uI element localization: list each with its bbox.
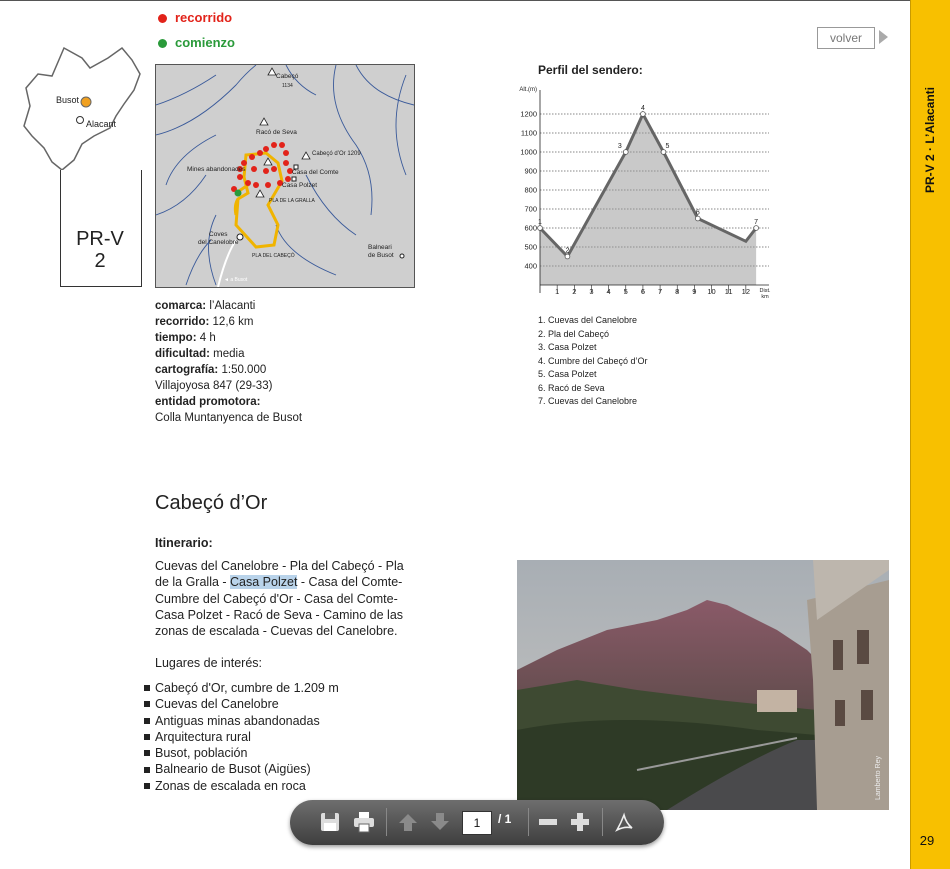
pdf-toolbar: [290, 800, 664, 845]
lugar-label: Zonas de escalada en roca: [155, 778, 306, 793]
info-recorrido: [155, 314, 302, 330]
landscape-photo: [517, 560, 889, 810]
route-code-line2: 2: [94, 250, 106, 272]
arrow-down-icon: [429, 811, 451, 833]
legend-recorrido-label: recorrido: [175, 10, 233, 25]
page-number-input[interactable]: 1: [462, 811, 492, 835]
start-marker: [235, 190, 242, 197]
itinerario-text: [155, 558, 420, 639]
lugar-label: Antiguas minas abandonadas: [155, 713, 320, 728]
lugar-item: [144, 729, 339, 745]
volver-button[interactable]: volver: [817, 27, 875, 49]
zoom-in-button[interactable]: [566, 808, 594, 836]
minus-icon: [537, 811, 559, 833]
x-tick-label: 9: [692, 287, 697, 296]
elevation-profile-chart: [510, 80, 780, 305]
cartografia-value: 1:50.000: [221, 364, 267, 376]
map-label-pla-gralla: PLA DE LA GRALLA: [269, 198, 315, 204]
map-label-mines: Mines abandonades: [187, 166, 246, 173]
lugares-list: [144, 680, 339, 794]
itinerario-part-2: - Casa del Comte- Cumbre del Cabeçó d'Or - Casa del Comte- Casa Polzet - Racó de Seva - Camino de las zonas de escalada - Cuevas del Canelobre.: [155, 575, 404, 639]
lugar-label: Balneario de Busot (Aigües): [155, 762, 311, 777]
dificultad-label: dificultad:: [155, 348, 210, 360]
y-tick-label: 400: [524, 261, 537, 271]
x-tick-label: 4: [606, 287, 611, 296]
tiempo-value: 4 h: [199, 332, 216, 344]
band-edge: [910, 0, 911, 869]
profile-legend-item: 3. Casa Polzet: [538, 342, 597, 352]
lugar-item: [144, 680, 339, 696]
profile-point-label: 5: [665, 143, 670, 150]
y-tick-label: 600: [524, 223, 537, 233]
map-label-raco: Racó de Seva: [256, 129, 297, 136]
x-tick-label: 5: [623, 287, 628, 296]
map-label-cabeco: Cabeçó: [276, 73, 299, 80]
page-number: 29: [919, 833, 935, 848]
next-page-button[interactable]: [426, 808, 454, 836]
x-tick-label: 2: [572, 287, 577, 296]
casa-polzet-marker: [292, 177, 296, 181]
busot-marker: [81, 97, 91, 107]
y-tick-label: 700: [524, 204, 537, 214]
profile-point-label: 2: [565, 247, 570, 255]
profile-point-label: 7: [754, 219, 759, 226]
profile-point-label: 4: [640, 105, 645, 112]
y-tick-label: 500: [524, 242, 537, 252]
map-label-cabeco-dor: Cabeçó d’Or 1209: [312, 151, 361, 157]
bullet-icon: [144, 767, 150, 773]
toolbar-separator: [528, 808, 529, 836]
balneari-marker: [400, 254, 404, 258]
bullet-icon: [144, 750, 150, 756]
profile-point: [661, 150, 666, 155]
bullet-icon: [144, 783, 150, 789]
profile-area: [540, 114, 759, 285]
x-tick-label: 3: [589, 287, 594, 296]
page-total: / 1: [498, 812, 512, 826]
lugar-label: Busot, población: [155, 746, 248, 761]
volver-arrow-icon[interactable]: [879, 30, 888, 44]
profile-point: [754, 226, 759, 231]
y-tick-label: 1100: [520, 128, 537, 138]
dificultad-value: media: [213, 348, 245, 360]
bullet-icon: [144, 734, 150, 740]
save-button[interactable]: [316, 808, 344, 836]
tiempo-label: tiempo:: [155, 332, 197, 344]
profile-legend-item: 6. Racó de Seva: [538, 382, 605, 393]
profile-legend: [538, 314, 648, 409]
profile-title: Perfil del sendero:: [538, 63, 643, 77]
locator-busot-label: Busot: [56, 95, 80, 105]
profile-point-label: 3: [617, 143, 622, 150]
profile-legend-item: 2. Pla del Cabeçó: [538, 328, 610, 339]
acrobat-button[interactable]: [610, 808, 638, 836]
legend-recorrido-dot: [158, 14, 167, 23]
y-tick-label: 900: [524, 166, 537, 176]
legend-comienzo-dot: [158, 39, 167, 48]
arrow-up-icon: [397, 811, 419, 833]
bullet-icon: [144, 701, 150, 707]
map-label-cabeco-alt: 1134: [282, 83, 293, 89]
lugar-item: [144, 713, 339, 729]
profile-point: [641, 112, 646, 117]
x-axis-label: Dist.: [759, 288, 771, 294]
photo-credit: Lamberto Rey: [875, 756, 882, 800]
x-tick-label: 6: [640, 287, 646, 296]
acrobat-icon: [613, 811, 635, 833]
x-tick-label: 11: [724, 287, 733, 296]
legend-comienzo-label: comienzo: [175, 35, 235, 50]
map-label-casa-polzet: Casa Polzet: [282, 182, 318, 189]
lugar-item: [144, 761, 339, 777]
itinerario-heading: Itinerario:: [155, 536, 213, 550]
lugar-label: Arquitectura rural: [155, 729, 251, 744]
route-code-line1: PR-V: [76, 228, 124, 250]
profile-point: [623, 150, 628, 155]
bullet-icon: [144, 718, 150, 724]
route-code: [60, 228, 140, 272]
locator-alacant-label: Alacant: [86, 119, 117, 129]
entidad-label: entidad promotora:: [155, 396, 261, 408]
profile-legend-item: 1. Cuevas del Canelobre: [538, 315, 638, 325]
cartografia-label: cartografía:: [155, 364, 219, 376]
x-tick-label: 1: [555, 287, 560, 296]
toolbar-separator: [386, 808, 387, 836]
print-button[interactable]: [350, 808, 378, 836]
profile-point-label: 1: [538, 219, 542, 226]
legend-comienzo: [158, 35, 235, 50]
route-title: Cabeçó d’Or: [155, 492, 268, 514]
route-map: [155, 64, 415, 288]
map-label-casa-comte: Casa del Comte: [292, 169, 339, 176]
y-tick-label: 1000: [520, 147, 537, 157]
lugar-item: [144, 696, 339, 712]
map-label-balneari: Balneari de Busot: [368, 244, 394, 259]
chapter-title: PR-V 2 · L’Alacanti: [923, 86, 937, 194]
itinerario-highlight[interactable]: Casa Polzet: [230, 575, 298, 590]
recorrido-value: 12,6 km: [212, 316, 254, 328]
recorrido-label: recorrido:: [155, 316, 210, 328]
profile-point: [695, 216, 700, 221]
lugar-item: [144, 778, 339, 794]
top-rule: [0, 0, 910, 1]
map-label-a-busot: ◄ a Busot: [224, 277, 248, 283]
info-dificultad: [155, 346, 302, 362]
lugar-item: [144, 745, 339, 761]
profile-legend-item: 5. Casa Polzet: [538, 369, 597, 379]
x-tick-label: 8: [675, 287, 680, 296]
print-icon: [353, 811, 375, 833]
save-icon: [319, 811, 341, 833]
profile-legend-item: 7. Cuevas del Canelobre: [538, 396, 638, 406]
zoom-out-button[interactable]: [534, 808, 562, 836]
cartografia-sheet: Villajoyosa 847 (29-33): [155, 380, 273, 392]
info-entidad: [155, 394, 302, 410]
alacant-marker: [77, 117, 84, 124]
itinerario-part-1: Cuevas del Canelobre - Pla del Cabeçó - Pla de la Gralla -: [155, 559, 404, 590]
x-axis-label-unit: km: [761, 294, 769, 300]
profile-point: [538, 226, 543, 231]
y-tick-label: 1200: [520, 109, 537, 119]
plus-icon: [569, 811, 591, 833]
map-label-pla-cabeco: PLA DEL CABEÇÓ: [252, 253, 295, 259]
y-axis-label: Alt.(m): [519, 87, 537, 93]
map-label-coves: Coves del Canelobre: [198, 231, 239, 246]
region-shape: [24, 48, 140, 170]
toolbar-separator: [602, 808, 603, 836]
locator-map: [22, 44, 144, 174]
info-comarca: [155, 298, 302, 314]
legend-recorrido: [158, 10, 232, 25]
info-tiempo: [155, 330, 302, 346]
previous-page-button[interactable]: [394, 808, 422, 836]
lugares-heading: Lugares de interés:: [155, 656, 263, 670]
y-tick-label: 800: [524, 185, 537, 195]
profile-point-label: 6: [695, 209, 700, 217]
comarca-label: comarca:: [155, 300, 207, 312]
x-tick-label: 10: [707, 287, 716, 296]
profile-legend-item: 4. Cumbre del Cabeçó d’Or: [538, 355, 648, 366]
x-tick-label: 7: [657, 287, 663, 296]
entidad-value: Colla Muntanyenca de Busot: [155, 412, 303, 424]
lugar-label: Cuevas del Canelobre: [155, 697, 279, 712]
route-info: [155, 298, 302, 426]
comarca-value: l’Alacanti: [209, 300, 256, 312]
profile-point: [565, 254, 570, 259]
lugar-label: Cabeçó d'Or, cumbre de 1.209 m: [155, 681, 339, 695]
info-cartografia: [155, 362, 302, 378]
x-tick-label: 12: [741, 287, 751, 296]
bullet-icon: [144, 685, 150, 691]
